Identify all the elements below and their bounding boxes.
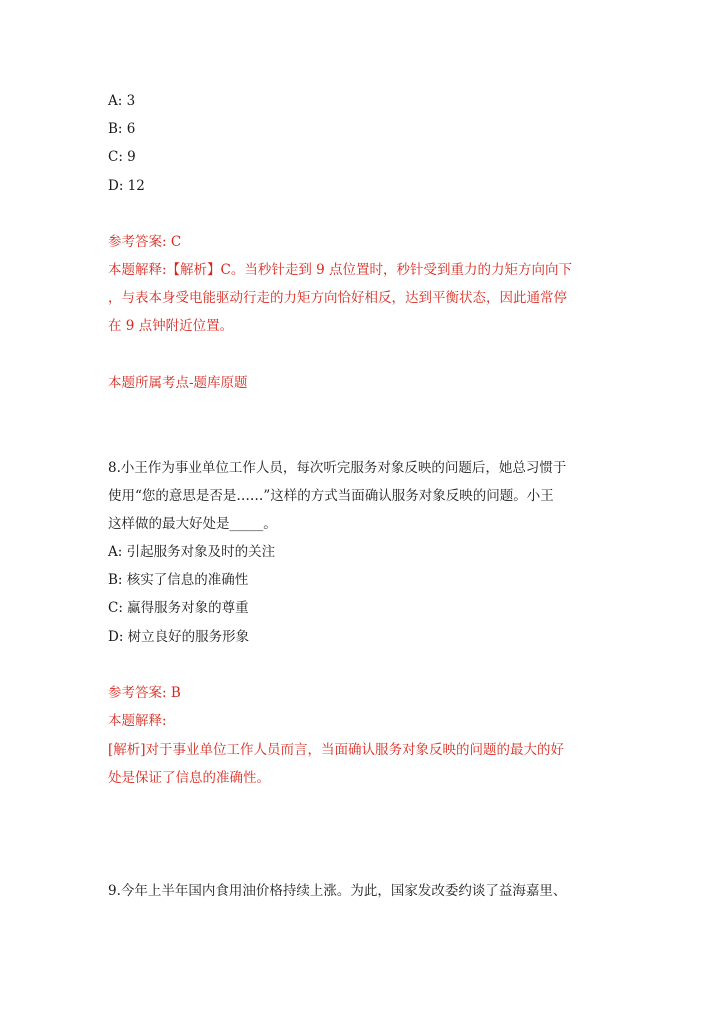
q7-option-b: B: 6 <box>108 121 136 137</box>
q7-option-d: D: 12 <box>108 178 145 194</box>
q7-explanation-line: 在 9 点钟附近位置。 <box>108 318 234 334</box>
q7-option-c: C: 9 <box>108 149 136 165</box>
q8-stem-line: 这样做的最大好处是_____。 <box>108 516 277 532</box>
q7-option-a: A: 3 <box>108 93 136 109</box>
q8-stem-line: 8.小王作为事业单位工作人员，每次听完服务对象反映的问题后，她总习惯于 <box>108 460 567 476</box>
q7-explanation-line: ，与表本身受电能驱动行走的力矩方向恰好相反，达到平衡状态，因此通常停 <box>108 290 567 306</box>
q8-stem-line: 使用“您的意思是否是……”这样的方式当面确认服务对象反映的问题。小王 <box>108 488 554 504</box>
q8-answer: 参考答案: B <box>108 685 181 701</box>
q8-option-c: C: 赢得服务对象的尊重 <box>108 600 249 616</box>
q8-option-a: A: 引起服务对象及时的关注 <box>108 544 276 560</box>
q8-explanation-label: 本题解释: <box>108 713 167 729</box>
q8-option-b: B: 核实了信息的准确性 <box>108 572 249 588</box>
q8-explanation-line: 处是保证了信息的准确性。 <box>108 770 270 786</box>
q8-explanation-line: [解析]对于事业单位工作人员而言，当面确认服务对象反映的问题的最大的好 <box>108 742 565 758</box>
q7-explanation-line: 本题解释:【解析】C。当秒针走到 9 点位置时，秒针受到重力的力矩方向向下 <box>108 262 573 278</box>
q8-option-d: D: 树立良好的服务形象 <box>108 629 250 645</box>
q7-source: 本题所属考点-题库原题 <box>108 375 248 391</box>
q9-stem-line: 9.今年上半年国内食用油价格持续上涨。为此，国家发改委约谈了益海嘉里、 <box>108 883 567 899</box>
q7-answer: 参考答案: C <box>108 234 182 250</box>
